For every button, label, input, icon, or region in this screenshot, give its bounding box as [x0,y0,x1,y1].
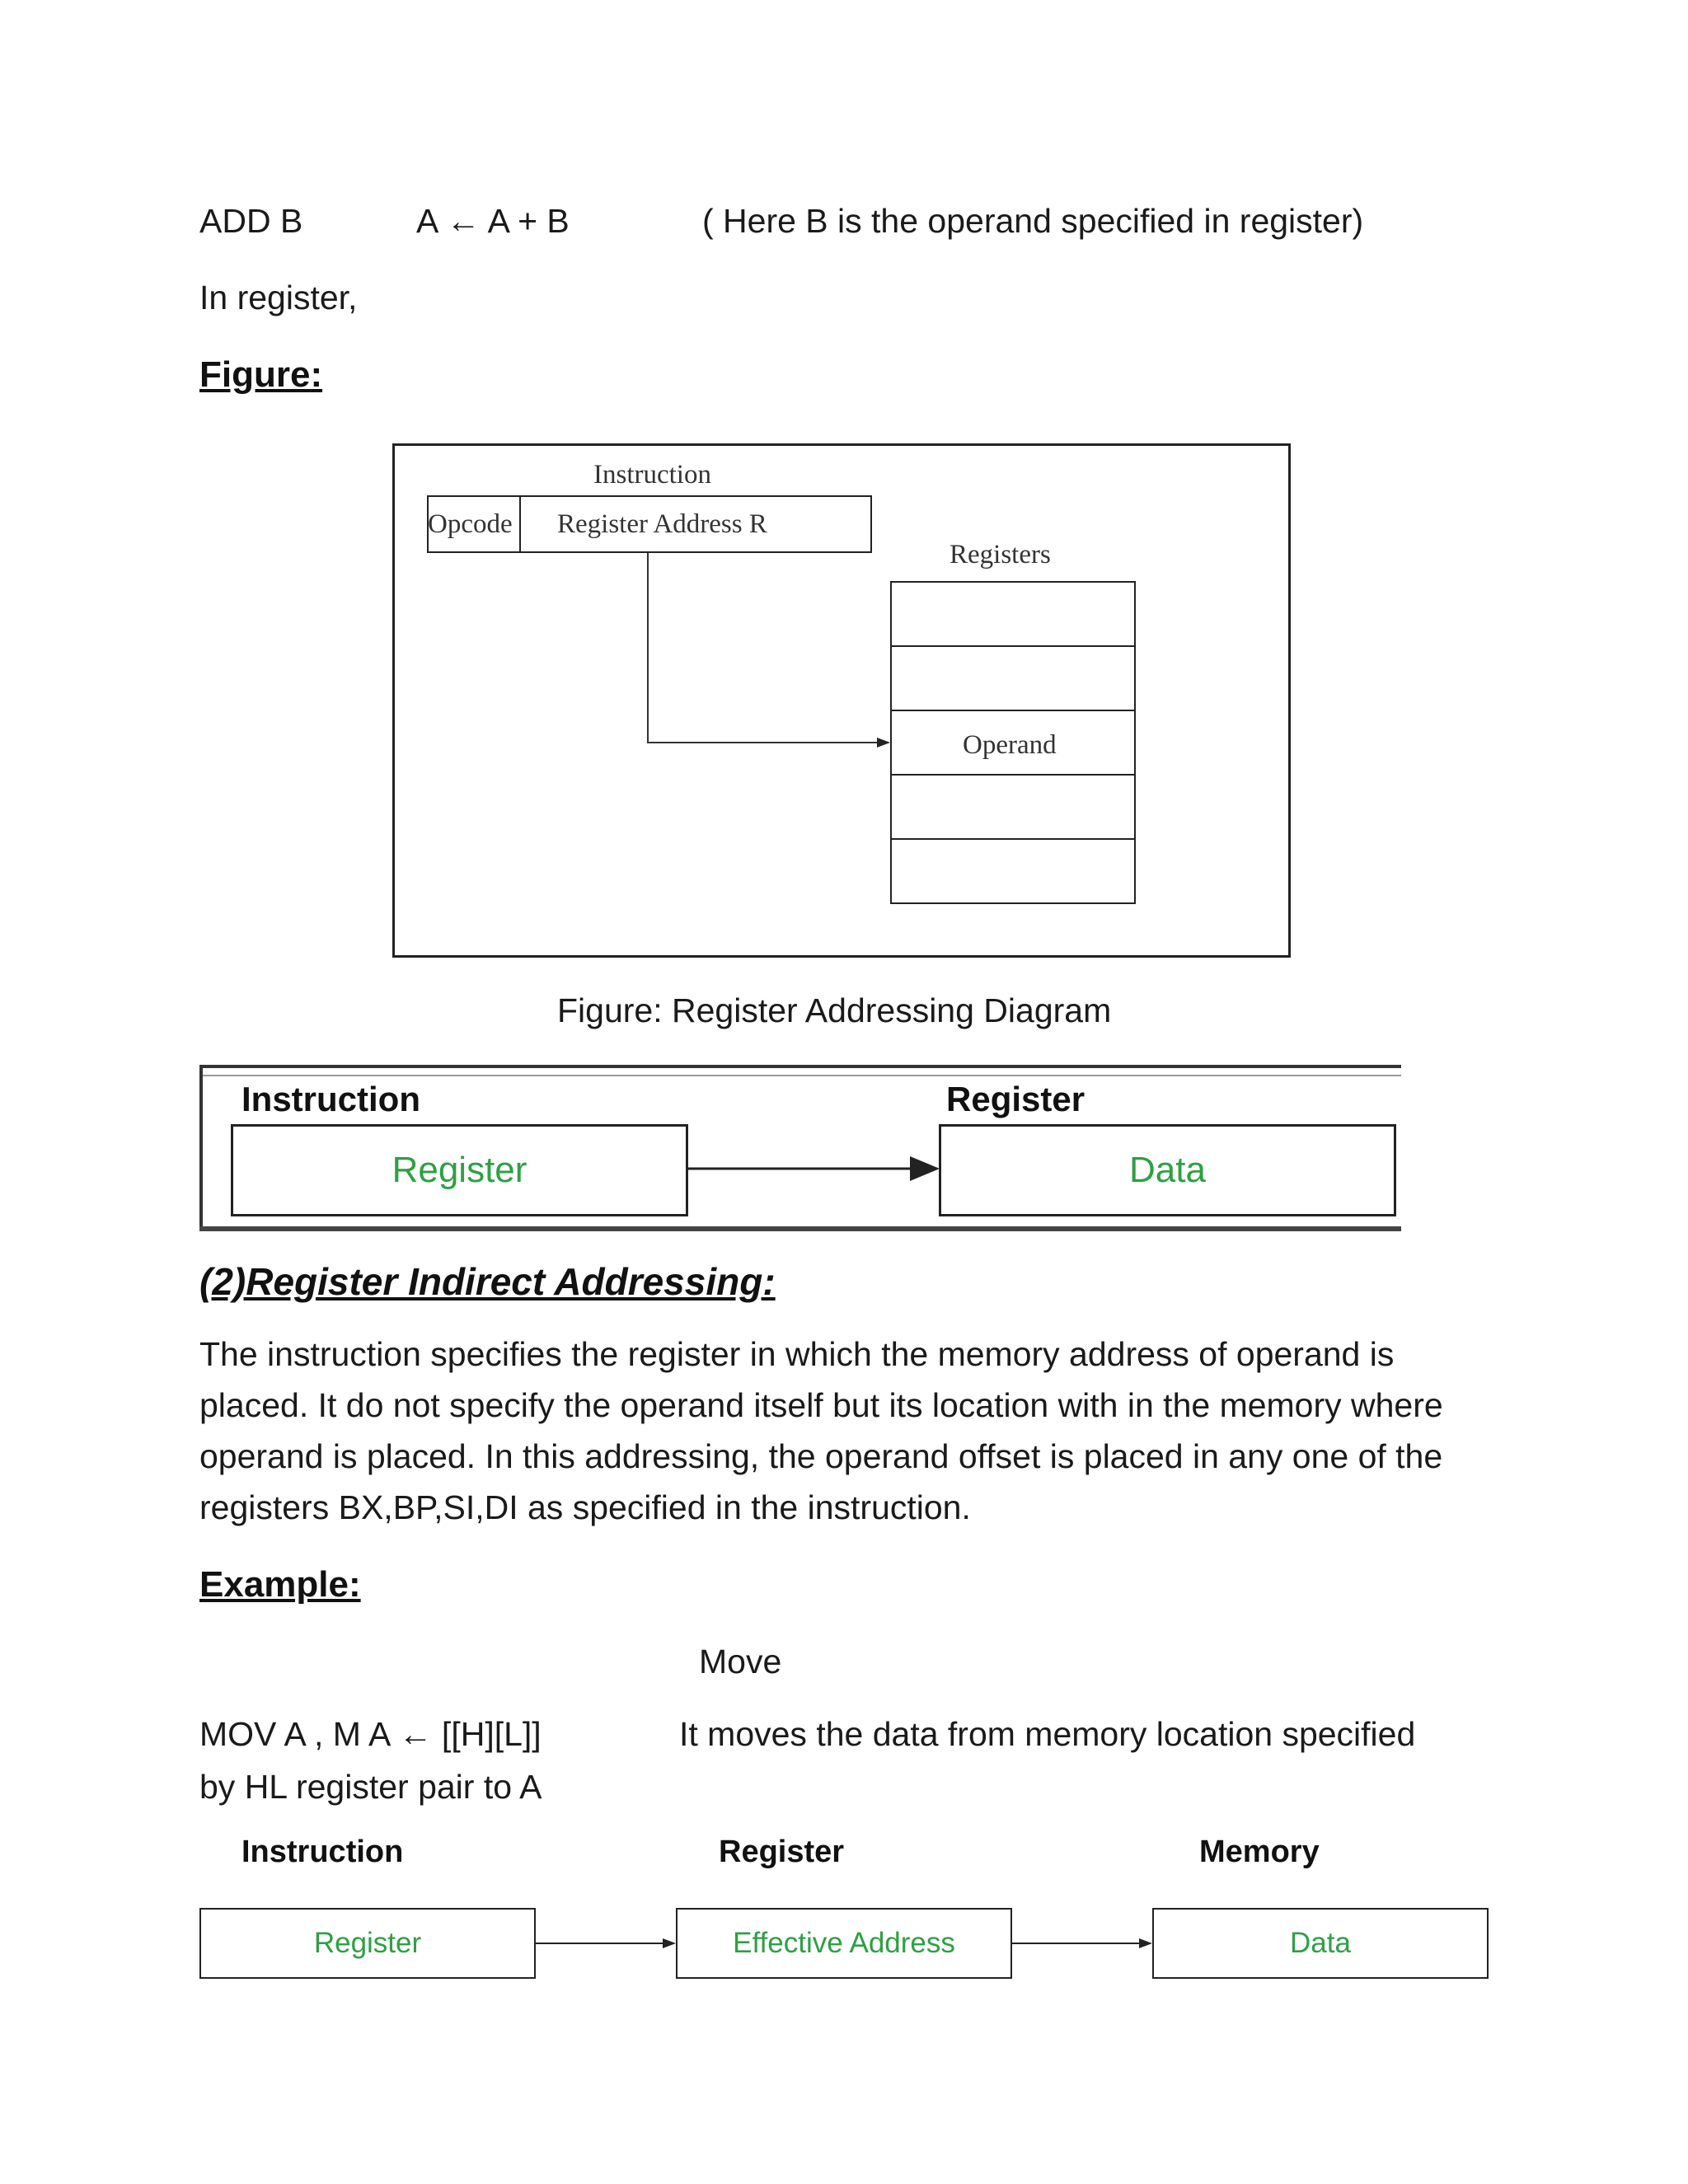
figure-caption: Figure: Register Addressing Diagram [557,991,1112,1029]
diagram2-register-text: Register [392,1150,528,1190]
instruction-text: ADD B [199,202,303,240]
diagram2-register-label: Register [946,1080,1085,1118]
in-register-text: In register, [199,279,358,316]
operation-text: A ← A + B [416,202,570,240]
operand-cell: Operand [963,730,1057,760]
diagram3-data-text: Data [1290,1927,1351,1959]
example-heading: Example: [199,1564,361,1605]
description-paragraph: The instruction specifies the register in which the memory address of operand is placed. It do not specify the operand itself but its location with in the memory where operand is placed. In this addressing, the operand offset is placed in any one of the registers BX,BP,SI,DI as specified in the instruction. [199,1335,1443,1526]
operation-note: ( Here B is the operand specified in register) [702,202,1364,240]
example-description: It moves the data from memory location specified [679,1715,1416,1753]
diagram1-instruction-label: Instruction [593,460,711,490]
registers-label: Registers [950,540,1051,569]
diagram3-effective-address-text: Effective Address [733,1927,955,1959]
example-instruction: MOV A , M A ← [[H][L]] [199,1715,542,1753]
move-label: Move [699,1643,782,1680]
diagram3-memory-label: Memory [1199,1835,1320,1869]
example-description-cont: by HL register pair to A [199,1768,542,1806]
figure-heading: Figure: [199,354,323,395]
diagram3-register-label: Register [719,1835,845,1869]
diagram3-register-text: Register [313,1927,422,1959]
diagram2-instruction-label: Instruction [241,1080,420,1118]
diagram2-data-text: Data [1129,1150,1206,1190]
register-address-field: Register Address R [557,509,767,539]
opcode-field: Opcode [428,509,513,539]
section-heading-text: (2)Register Indirect Addressing: [199,1260,776,1303]
diagram3-instruction-label: Instruction [241,1835,404,1869]
